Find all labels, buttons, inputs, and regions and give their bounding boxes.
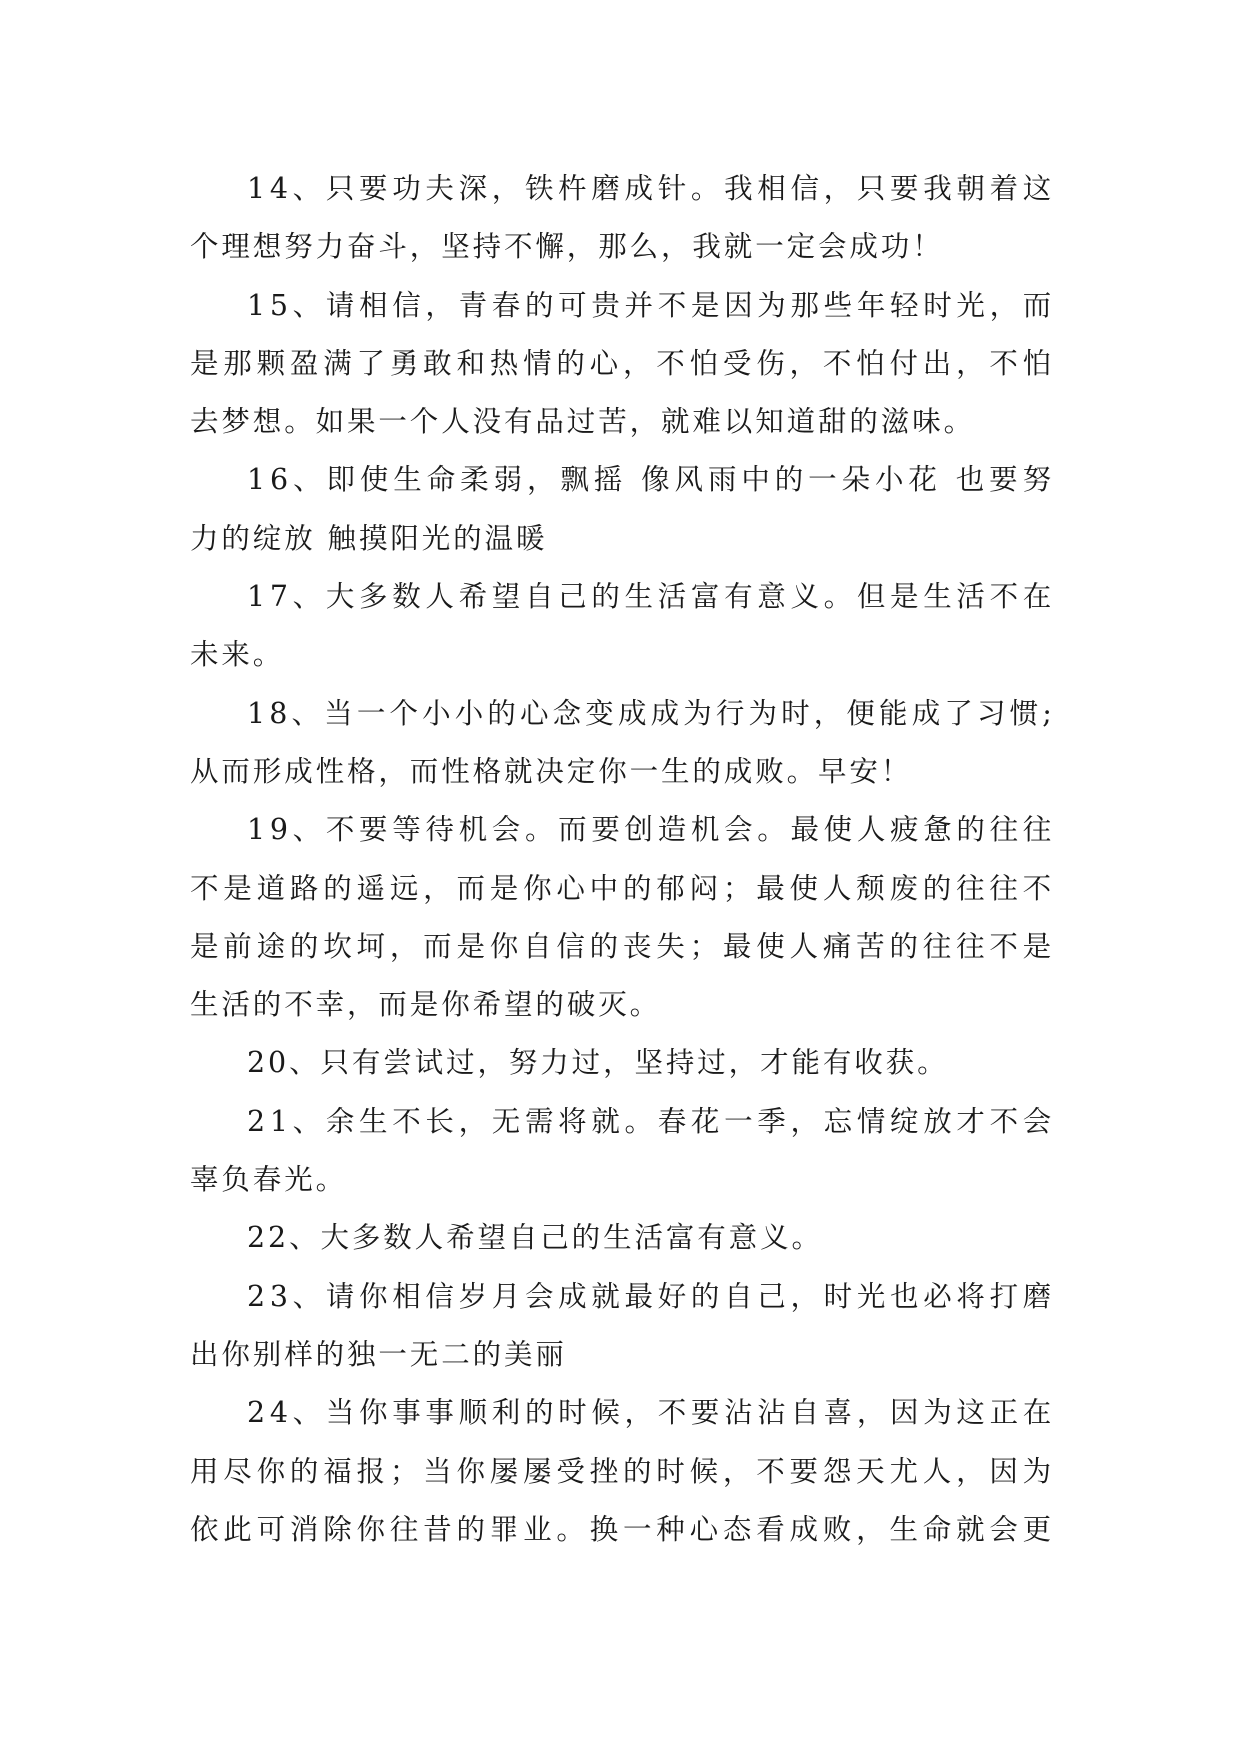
text-line: 16、即使生命柔弱，飘摇 像风雨中的一朵小花 也要努 [247, 463, 1056, 497]
text-line: 23、请你相信岁月会成就最好的自己，时光也必将打磨 [247, 1279, 1056, 1313]
text-line: 22、大多数人希望自己的生活富有意义。 [247, 1221, 823, 1255]
text-line: 不是道路的遥远，而是你心中的郁闷；最使人颓废的往往不 [190, 871, 1056, 905]
paragraph [190, 801, 1056, 1034]
text-line: 21、余生不长，无需将就。春花一季，忘情绽放才不会 [247, 1104, 1056, 1138]
paragraph [190, 1209, 1056, 1267]
text-line: 是前途的坎坷，而是你自信的丧失；最使人痛苦的往往不是 [190, 929, 1056, 963]
text-line: 依此可消除你往昔的罪业。换一种心态看成败，生命就会更 [190, 1512, 1056, 1546]
text-line: 辜负春光。 [190, 1163, 348, 1197]
paragraph [190, 1093, 1056, 1210]
paragraph [190, 1384, 1056, 1559]
paragraph [190, 277, 1056, 452]
paragraph [190, 685, 1056, 802]
text-line: 用尽你的福报；当你屡屡受挫的时候，不要怨天尤人，因为 [190, 1454, 1056, 1488]
text-line: 力的绽放 触摸阳光的温暖 [190, 521, 548, 555]
text-line: 个理想努力奋斗，坚持不懈，那么，我就一定会成功！ [190, 230, 944, 264]
paragraph [190, 568, 1056, 685]
text-line: 是那颗盈满了勇敢和热情的心，不怕受伤，不怕付出，不怕 [190, 346, 1056, 380]
paragraph [190, 160, 1056, 277]
text-line: 去梦想。如果一个人没有品过苦，就难以知道甜的滋味。 [190, 405, 976, 439]
text-line: 24、当你事事顺利的时候，不要沾沾自喜，因为这正在 [247, 1396, 1056, 1430]
paragraph [190, 1034, 1056, 1092]
text-line: 19、不要等待机会。而要创造机会。最使人疲惫的往往 [247, 813, 1056, 847]
paragraph [190, 451, 1056, 568]
text-line: 20、只有尝试过，努力过，坚持过，才能有收获。 [247, 1046, 949, 1080]
paragraph [190, 1268, 1056, 1385]
text-line: 14、只要功夫深，铁杵磨成针。我相信，只要我朝着这 [247, 172, 1056, 205]
text-line: 生活的不幸，而是你希望的破灭。 [190, 988, 662, 1022]
text-line: 未来。 [190, 638, 285, 672]
text-line: 15、请相信，青春的可贵并不是因为那些年轻时光，而 [247, 288, 1056, 322]
text-line: 出你别样的独一无二的美丽 [190, 1337, 567, 1371]
text-line: 从而形成性格，而性格就决定你一生的成败。早安！ [190, 754, 913, 788]
text-line: 17、大多数人希望自己的生活富有意义。但是生活不在 [247, 580, 1056, 614]
text-line: 18、当一个小小的心念变成成为行为时，便能成了习惯; [247, 696, 1056, 730]
document-body [190, 160, 1056, 1559]
